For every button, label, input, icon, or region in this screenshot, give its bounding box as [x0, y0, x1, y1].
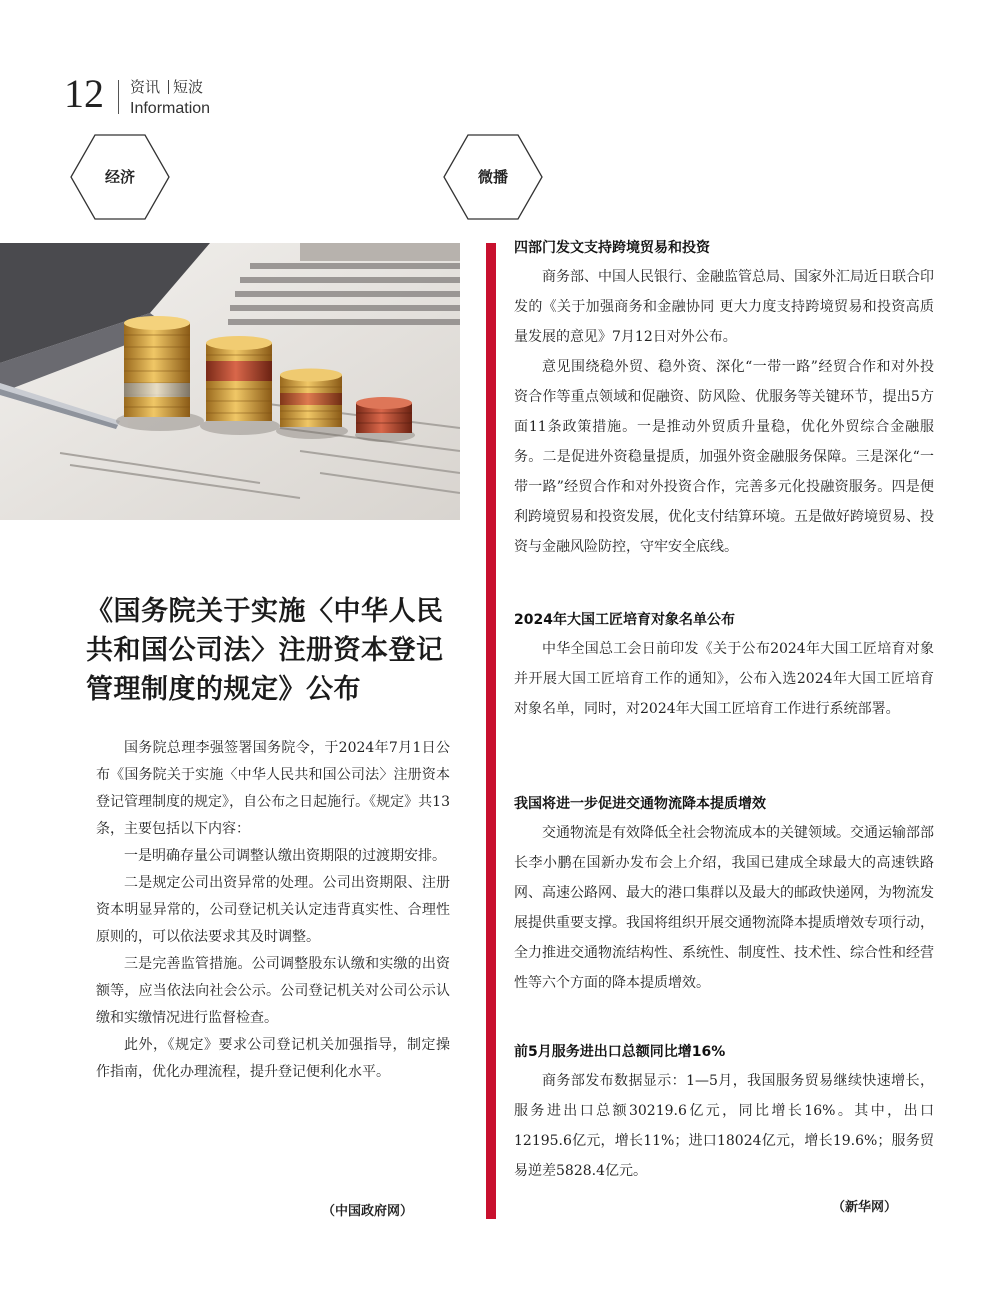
paragraph: 中华全国总工会日前印发《关于公布2024年大国工匠培育对象并开展大国工匠培育工作的通知》，公布入选2024年大国工匠培育对象名单，同时，对2024年大国工匠培育工作进行系统部署。 [514, 641, 934, 717]
microcast-tag-label: 微播 [477, 168, 508, 186]
right-column-source: （新华网） [832, 1200, 898, 1215]
microcast-tag [443, 134, 543, 220]
coins-photo [0, 243, 460, 520]
paragraph: 交通物流是有效降低全社会物流成本的关键领域。交通运输部部长李小鹏在国新办发布会上介绍，我国已建成全球最大的高速铁路网、高速公路网、最大的港口集群以及最大的邮政快递网，为物流发展提供重要支撑。我国将组织开展交通物流降本提质增效专项行动，全力推进交通物流结构性、系统性、制度性、技术性、综合性和经营性等六个方面的降本提质增效。 [514, 825, 934, 991]
page-number: 12 [64, 71, 104, 116]
paragraph: 一是明确存量公司调整认缴出资期限的过渡期安排。 [124, 848, 446, 864]
economy-tag-label: 经济 [104, 168, 135, 186]
paragraph: 商务部发布数据显示：1—5月，我国服务贸易继续快速增长，服务进出口总额30219.6亿元，同比增长16%。其中，出口12195.6亿元，增长11%；进口18024亿元，增长19.6%；服务贸易逆差5828.4亿元。 [514, 1073, 934, 1179]
news-item [514, 792, 934, 998]
section-category [130, 78, 203, 96]
paragraph: 二是规定公司出资异常的处理。公司出资期限、注册资本明显异常的，公司登记机关认定违背真实性、合理性原则的，可以依法要求其及时调整。 [96, 875, 450, 945]
news-item [514, 608, 934, 724]
economy-tag [70, 134, 170, 220]
paragraph: 意见围绕稳外贸、稳外资、深化“一带一路”经贸合作和对外投资合作等重点领域和促融资、防风险、优服务等关键环节，提出5方面11条政策措施。一是推动外贸质升量稳，优化外贸综合金融服务。二是促进外资稳量提质，加强外资金融服务保障。三是深化“一带一路”经贸合作和对外投资合作，完善多元化投融资服务。四是便利跨境贸易和投资发展，优化支付结算环境。五是做好跨境贸易、投资与金融风险防控，守牢安全底线。 [514, 359, 934, 555]
news-item [514, 1040, 934, 1186]
paragraph: 国务院总理李强签署国务院令，于2024年7月1日公布《国务院关于实施〈中华人民共和国公司法〉注册资本登记管理制度的规定》，自公布之日起施行。《规定》共13条，主要包括以下内容： [96, 740, 450, 837]
paragraph: 此外，《规定》要求公司登记机关加强指导，制定操作指南，优化办理流程，提升登记便利化水平。 [96, 1037, 450, 1080]
category-divider [168, 80, 169, 94]
news-title: 前5月服务进出口总额同比增16% [514, 1044, 726, 1060]
left-article-title: 《国务院关于实施〈中华人民共和国公司法〉注册资本登记管理制度的规定》公布 [86, 596, 444, 705]
news-item [514, 236, 934, 562]
left-article-body [96, 735, 450, 1086]
header-separator [118, 80, 119, 114]
paragraph: 商务部、中国人民银行、金融监管总局、国家外汇局近日联合印发的《关于加强商务和金融协同 更大力度支持跨境贸易和投资高质量发展的意见》7月12日对外公布。 [514, 269, 934, 345]
paragraph: 三是完善监管措施。公司调整股东认缴和实缴的出资额等，应当依法向社会公示。公司登记机关对公司公示认缴和实缴情况进行监督检查。 [96, 956, 450, 1026]
left-article-source: （中国政府网） [322, 1204, 414, 1219]
category-label: 资讯 [130, 78, 161, 96]
news-title: 我国将进一步促进交通物流降本提质增效 [514, 796, 766, 812]
news-title: 四部门发文支持跨境贸易和投资 [514, 240, 710, 256]
section-english: Information [130, 100, 211, 117]
column-divider [486, 243, 496, 1219]
subcategory-label: 短波 [173, 78, 204, 96]
news-title: 2024年大国工匠培育对象名单公布 [514, 612, 735, 628]
